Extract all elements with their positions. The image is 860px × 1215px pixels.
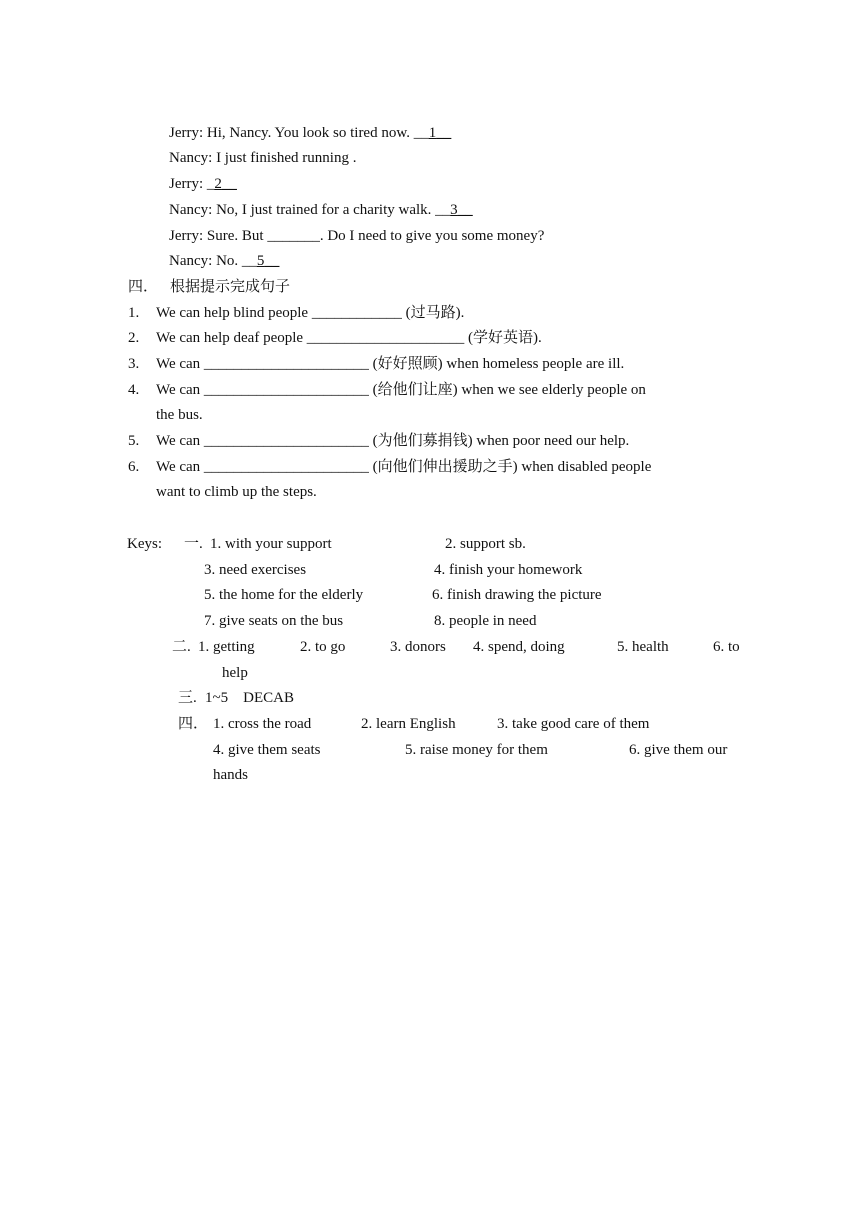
blank-underline: __ bbox=[221, 176, 237, 192]
blank-underline: __ bbox=[457, 202, 473, 218]
keys-part4-a2 bbox=[361, 714, 456, 734]
keys-part4-label bbox=[178, 714, 208, 734]
exercise-item-4-wrap bbox=[156, 405, 203, 425]
item-text: We can ______________________ (为他们募捐钱) when poor need our help. bbox=[156, 433, 630, 449]
exercise-item-1 bbox=[128, 303, 464, 323]
dialogue-line-2 bbox=[169, 148, 356, 168]
keys-part1-row-2a bbox=[204, 560, 306, 580]
dialogue-text: Jerry: _ bbox=[169, 176, 215, 192]
key-answer: 4. finish your homework bbox=[434, 562, 583, 578]
item-number: 4. bbox=[128, 382, 140, 398]
keys-part1-row-3a bbox=[204, 585, 363, 605]
keys-part2-wrap bbox=[222, 663, 248, 683]
keys-part2-label bbox=[172, 637, 191, 657]
key-answer: 2. learn English bbox=[361, 716, 456, 732]
keys-title: Keys: bbox=[127, 536, 162, 552]
keys-part1-row-3b bbox=[432, 585, 602, 605]
key-answer: 2. support sb. bbox=[445, 536, 526, 552]
keys-part2-a6 bbox=[713, 637, 740, 657]
part-label: 三. bbox=[178, 690, 197, 706]
item-number: 5. bbox=[128, 433, 140, 449]
key-answer: 3. donors bbox=[390, 639, 446, 655]
section-number: 四． bbox=[128, 279, 159, 295]
blank-underline: __ bbox=[264, 253, 280, 269]
dialogue-line-4 bbox=[169, 200, 473, 220]
dialogue-line-1 bbox=[169, 123, 451, 143]
part-label: 二. bbox=[172, 639, 191, 655]
item-number: 6. bbox=[128, 459, 140, 475]
keys-part4-a4 bbox=[213, 740, 320, 760]
blank-number: 5 bbox=[256, 253, 265, 269]
key-answer: 2. to go bbox=[300, 639, 346, 655]
item-text: We can ______________________ (好好照顾) when homeless people are ill. bbox=[156, 356, 625, 372]
blank-underline: __ bbox=[436, 125, 452, 141]
dialogue-text: Jerry: Hi, Nancy. You look so tired now. __ bbox=[169, 125, 429, 141]
key-answer: 1~5 DECAB bbox=[205, 690, 294, 706]
dialogue-line-6 bbox=[169, 251, 279, 271]
key-answer: 6. to bbox=[713, 639, 740, 655]
key-answer: 1. with your support bbox=[210, 536, 332, 552]
exercise-item-3 bbox=[128, 354, 624, 374]
keys-part2-a3 bbox=[390, 637, 446, 657]
dialogue-line-5 bbox=[169, 226, 544, 246]
key-answer: 1. getting bbox=[198, 639, 255, 655]
exercise-item-5 bbox=[128, 431, 629, 451]
key-answer: 1. cross the road bbox=[213, 716, 312, 732]
key-answer: 6. finish drawing the picture bbox=[432, 587, 602, 603]
keys-part2-a5 bbox=[617, 637, 669, 657]
keys-part2-a4 bbox=[473, 637, 565, 657]
item-text: want to climb up the steps. bbox=[156, 484, 317, 500]
dialogue-line-3 bbox=[169, 174, 237, 194]
blank-number: 3 bbox=[450, 202, 458, 218]
item-text: We can help blind people ____________ (过马路). bbox=[156, 305, 465, 321]
item-text: We can ______________________ (向他们伸出援助之手) when disabled people bbox=[156, 459, 652, 475]
keys-part1-row-1a bbox=[210, 534, 332, 554]
keys-part2-a2 bbox=[300, 637, 345, 657]
keys-part1-row-4b bbox=[434, 611, 536, 631]
keys-part3-label bbox=[178, 688, 197, 708]
keys-part1-row-4a bbox=[204, 611, 343, 631]
key-answer: 5. the home for the elderly bbox=[204, 587, 364, 603]
keys-label bbox=[127, 534, 162, 554]
keys-part4-a1 bbox=[213, 714, 311, 734]
dialogue-text: Jerry: Sure. But _______. Do I need to give you some money? bbox=[169, 228, 545, 244]
key-answer: hands bbox=[213, 767, 248, 783]
keys-part2-a1 bbox=[198, 637, 255, 657]
blank-number: 2 bbox=[214, 176, 222, 192]
keys-part1-label bbox=[184, 534, 203, 554]
part-label: 四． bbox=[178, 716, 209, 732]
exercise-item-4 bbox=[128, 380, 646, 400]
keys-part3-answer bbox=[205, 688, 294, 708]
part-label: 一. bbox=[184, 536, 203, 552]
dialogue-text: Nancy: No. __ bbox=[169, 253, 257, 269]
keys-part4-a3 bbox=[497, 714, 649, 734]
item-number: 2. bbox=[128, 330, 140, 346]
dialogue-text: Nancy: I just finished running . bbox=[169, 150, 357, 166]
key-answer: 6. give them our bbox=[629, 742, 728, 758]
key-answer: 5. raise money for them bbox=[405, 742, 548, 758]
keys-part1-row-2b bbox=[434, 560, 582, 580]
key-answer: 4. give them seats bbox=[213, 742, 321, 758]
item-number: 1. bbox=[128, 305, 140, 321]
key-answer: 8. people in need bbox=[434, 613, 537, 629]
key-answer: 4. spend, doing bbox=[473, 639, 565, 655]
item-text: We can ______________________ (给他们让座) when we see elderly people on bbox=[156, 382, 646, 398]
keys-part4-wrap bbox=[213, 765, 248, 785]
dialogue-text: Nancy: No, I just trained for a charity walk. __ bbox=[169, 202, 451, 218]
exercise-item-2 bbox=[128, 328, 542, 348]
key-answer: 5. health bbox=[617, 639, 669, 655]
key-answer: 3. take good care of them bbox=[497, 716, 650, 732]
section-title: 根据提示完成句子 bbox=[170, 279, 291, 295]
keys-part1-row-1b bbox=[445, 534, 526, 554]
section-4-heading bbox=[128, 277, 290, 297]
keys-part4-a6 bbox=[629, 740, 727, 760]
item-text: We can help deaf people _____________________ (学好英语). bbox=[156, 330, 542, 346]
exercise-item-6-wrap bbox=[156, 482, 317, 502]
key-answer: 3. need exercises bbox=[204, 562, 307, 578]
blank-number: 1 bbox=[428, 125, 437, 141]
key-answer: 7. give seats on the bus bbox=[204, 613, 344, 629]
item-number: 3. bbox=[128, 356, 140, 372]
exercise-item-6 bbox=[128, 457, 651, 477]
keys-part4-a5 bbox=[405, 740, 548, 760]
key-answer: help bbox=[222, 665, 248, 681]
item-text: the bus. bbox=[156, 407, 203, 423]
